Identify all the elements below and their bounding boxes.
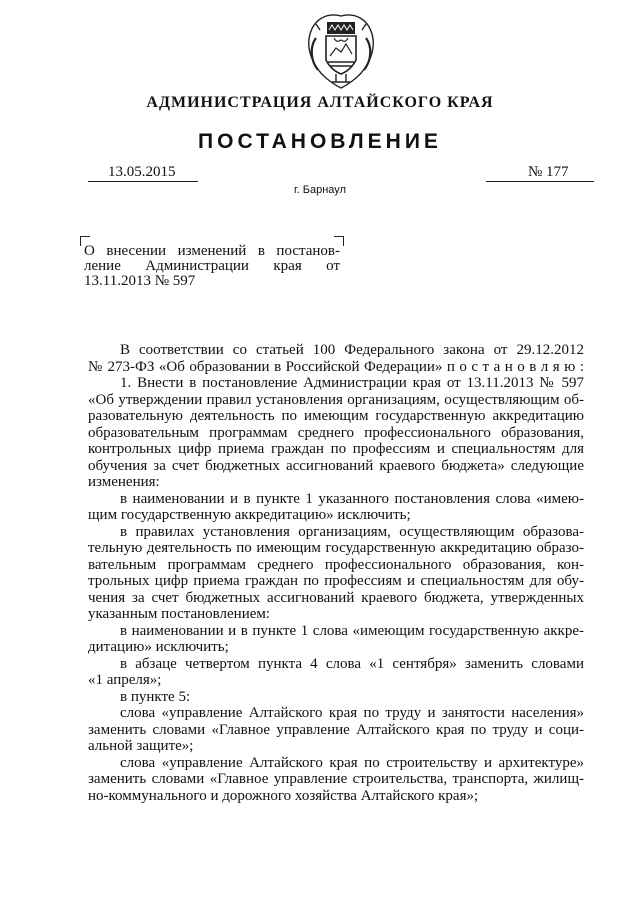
body-line: указанным постановлением: — [88, 606, 271, 622]
body-line: альной защите»; — [88, 738, 194, 754]
body-line: «Об утверждении правил установления организациям, осуществляющим об- — [88, 391, 584, 408]
document-body — [88, 342, 584, 804]
subject-line: О внесении изменений в постанов- — [84, 243, 340, 259]
body-line: заменить словами «Главное управление Алтайского края по труду и соци- — [88, 721, 584, 738]
body-line: 1. Внести в постановление Администрации края от 13.11.2013 № 597 — [120, 375, 584, 391]
date-underline — [88, 181, 198, 182]
subject-line: 13.11.2013 № 597 — [84, 273, 196, 289]
body-line: обучения за счет бюджетных ассигнований краевого бюджета» следующие — [88, 457, 584, 474]
body-line: контрольных цифр приема граждан по профессиям и специальностям для — [88, 441, 584, 457]
body-line: в пункте 5: — [120, 688, 191, 705]
body-line: в правилах установления организациям, осуществляющим образова- — [120, 523, 584, 540]
body-line: щим государственную аккредитацию» исключить; — [88, 507, 411, 523]
body-line: чения за счет бюджетных ассигнований краевого бюджета, утвержденных — [88, 589, 584, 606]
organization-title: АДМИНИСТРАЦИЯ АЛТАЙСКОГО КРАЯ — [146, 94, 494, 111]
body-line: слова «управление Алтайского края по строительству и архитектуре» — [120, 754, 584, 771]
altai-krai-coat-of-arms-icon — [296, 8, 386, 92]
document-type-title: ПОСТАНОВЛЕНИЕ — [198, 130, 442, 153]
body-line: тельную деятельность по имеющим государственную аккредитацию образо- — [88, 540, 584, 556]
subject-block — [84, 244, 340, 289]
body-line: трольных цифр приема граждан по профессиям и специальностям для обу- — [88, 573, 584, 589]
body-line: в наименовании и в пункте 1 указанного постановления слова «имею- — [120, 490, 584, 507]
subject-line: ление Администрации края от — [84, 258, 340, 274]
body-line: в абзаце четвертом пункта 4 слова «1 сентября» заменить словами — [120, 655, 584, 672]
body-line: образовательным программам среднего профессионального образования, — [88, 424, 584, 441]
body-line: слова «управление Алтайского края по труду и занятости населения» — [120, 705, 584, 721]
document-date: 13.05.2015 — [108, 164, 176, 180]
number-underline — [486, 181, 594, 182]
body-line: заменить словами «Главное управление строительства, транспорта, жилищ- — [88, 771, 584, 787]
body-line: но-коммунального и дорожного хозяйства Алтайского края»; — [88, 787, 479, 804]
body-line: разовательную деятельность по имеющим государственную аккредитацию — [88, 408, 584, 424]
body-line: В соответствии со статьей 100 Федерального закона от 29.12.2012 — [120, 342, 584, 358]
body-line: дитацию» исключить; — [88, 639, 229, 655]
body-line: «1 апреля»; — [88, 672, 162, 688]
document-number: № 177 — [528, 164, 569, 180]
body-line: № 273-ФЗ «Об образовании в Российской Федерации» п о с т а н о в л я ю : — [88, 358, 584, 375]
body-line: в наименовании и в пункте 1 слова «имеющим государственную аккре- — [120, 622, 584, 639]
body-line: изменения: — [88, 474, 160, 490]
city-name: г. Барнаул — [294, 184, 346, 196]
body-line: вательным программам среднего профессионального образования, кон- — [88, 556, 584, 573]
